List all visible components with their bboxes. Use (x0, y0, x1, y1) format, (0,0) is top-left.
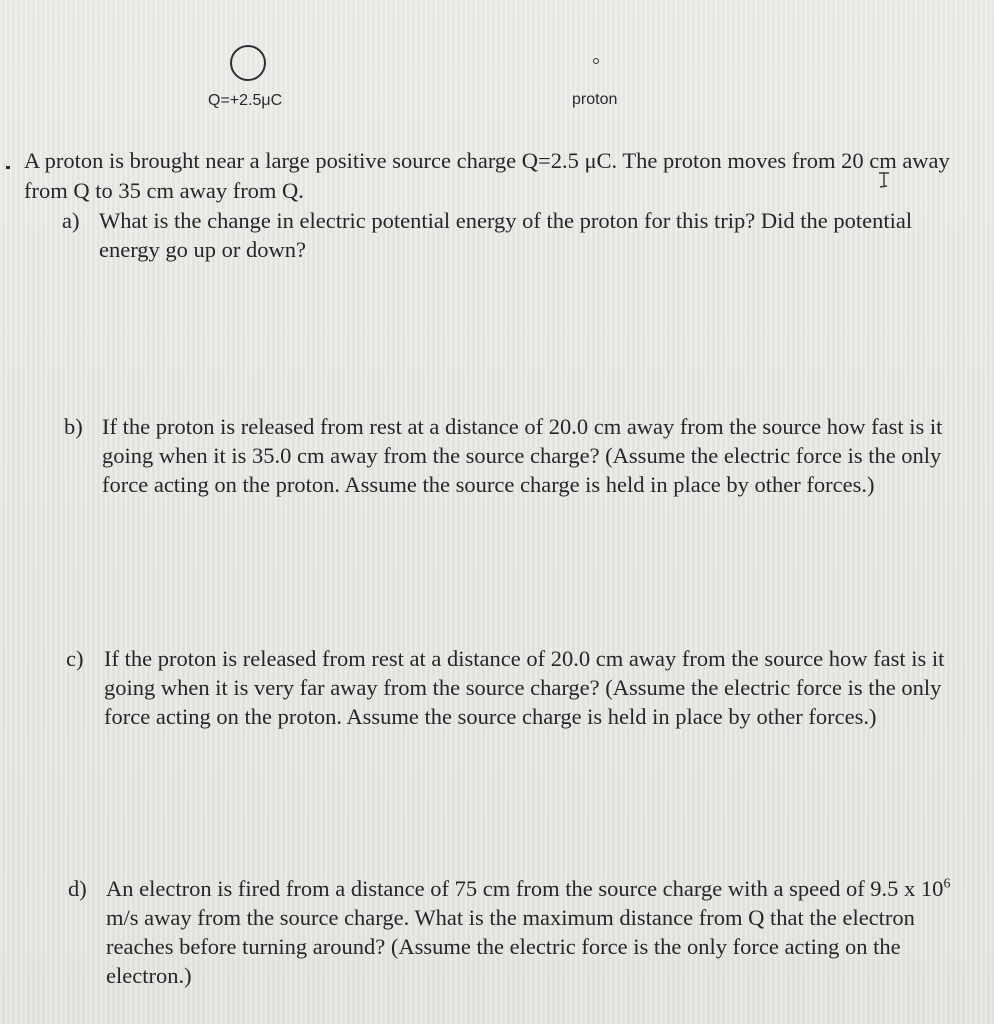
part-text: If the proton is released from rest at a distance of 20.0 cm away from the source how fast is it going when it is 35.0 cm away from the source charge? (Assume the electric force is the only force acting on the proton. Assume the source charge is held in place by other forces.) (102, 414, 943, 497)
part-text: If the proton is released from rest at a distance of 20.0 cm away from the source how fast is it going when it is very far away from the source charge? (Assume the electric force is the only force acting on the proton. Assume the source charge is held in place by other forces.) (104, 646, 945, 729)
question-part-c (66, 644, 956, 731)
question-part-d (68, 874, 960, 990)
problem-intro: A proton is brought near a large positive source charge Q=2.5 μC. The proton moves from 20 cm away from Q to 35 cm away from Q. (24, 148, 950, 203)
question-part-a (62, 206, 952, 264)
proton-dot (593, 58, 599, 64)
source-charge-circle (230, 45, 266, 81)
part-text: What is the change in electric potential energy of the proton for this trip? Did the potential energy go up or down? (99, 208, 913, 262)
proton-label: proton (572, 91, 618, 108)
part-text-before: An electron is fired from a distance of 75 cm from the source charge with a speed of 9.5 x 10 (106, 876, 944, 901)
source-charge-label: Q=+2.5μC (208, 92, 283, 109)
part-letter: b) (64, 414, 83, 439)
part-letter: d) (68, 876, 87, 901)
part-text-after: m/s away from the source charge. What is the maximum distance from Q that the electron reaches before turning around? (Assume the electric force is the only force acting on the electron.) (106, 905, 915, 988)
part-letter: a) (62, 208, 80, 233)
part-letter: c) (66, 646, 84, 671)
question-part-b (64, 412, 954, 499)
pen-mark-icon (876, 170, 892, 190)
exponent: 6 (943, 876, 951, 892)
part-text (106, 874, 960, 990)
bullet-mark (6, 166, 10, 169)
